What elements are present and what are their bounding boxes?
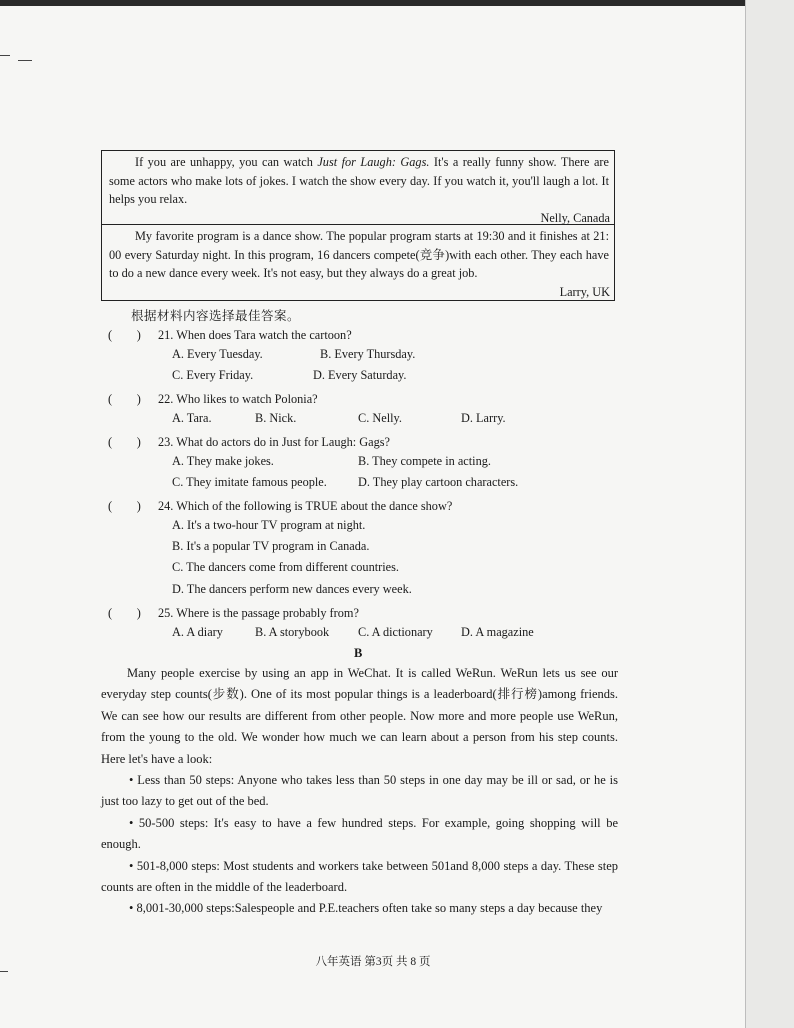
passage-paragraph: Many people exercise by using an app in WeChat. It is called WeRun. WeRun lets us see our everyday step counts(步数). One of its most popular things is a leaderboard(排行榜)among friends. We can see how our results are different from other people. Now more and more people use WeRun, from the young to the old. We wonder how much we can learn about a person from his step counts. Here let's have a look:: [101, 666, 618, 766]
option: D. Every Saturday.: [313, 368, 407, 382]
option: A. A diary: [172, 625, 223, 639]
review-card-larry: [101, 224, 615, 301]
option: B. Every Thursday.: [320, 347, 416, 361]
option: C. Nelly.: [358, 411, 402, 425]
option: B. They compete in acting.: [358, 454, 491, 468]
option: B. It's a popular TV program in Canada.: [172, 539, 370, 553]
question-21: ( ) 21. When does Tara watch the cartoon?: [108, 328, 352, 342]
bullet-item: • Less than 50 steps: Anyone who takes less than 50 steps in one day may be ill or sad, or he is just too lazy to get out of the bed.: [101, 773, 618, 809]
passage-b: [101, 663, 618, 920]
page-footer: 八年英语 第3页 共 8 页: [315, 956, 431, 968]
question-24: ( ) 24. Which of the following is TRUE about the dance show?: [108, 499, 453, 513]
option: A. Every Tuesday.: [172, 347, 263, 361]
bullet-item: • 501-8,000 steps: Most students and workers take between 501and 8,000 steps a day. These step counts are often in the middle of the leaderboard.: [101, 858, 618, 895]
option: C. Every Friday.: [172, 368, 254, 382]
option: C. They imitate famous people.: [172, 475, 327, 489]
review-card-nelly: [101, 150, 615, 225]
question-22: ( ) 22. Who likes to watch Polonia?: [108, 392, 318, 406]
option: D. They play cartoon characters.: [358, 475, 519, 489]
scan-mark: [0, 971, 8, 972]
instruction: 根据材料内容选择最佳答案。: [131, 309, 301, 323]
option: B. Nick.: [255, 411, 297, 425]
scan-mark: [18, 60, 32, 61]
scan-edge-right: [745, 0, 794, 1028]
option: C. A dictionary: [358, 625, 433, 639]
option: D. Larry.: [461, 411, 506, 425]
option: A. It's a two-hour TV program at night.: [172, 518, 366, 532]
option: D. The dancers perform new dances every week.: [172, 582, 412, 596]
option: B. A storybook: [255, 625, 330, 639]
review-text: If you are unhappy, you can watch Just for Laugh: Gags. It's a really funny show. There are some actors who make lots of jokes. I watch the show every day. If you watch it, you'll laugh a lot. It helps you relax.: [109, 155, 609, 207]
scan-edge-top: [0, 0, 794, 6]
review-signature: Larry, UK: [559, 284, 610, 299]
review-signature: Nelly, Canada: [540, 210, 610, 225]
option: D. A magazine: [461, 625, 534, 639]
option: A. They make jokes.: [172, 454, 274, 468]
question-23: ( ) 23. What do actors do in Just for Laugh: Gags?: [108, 435, 391, 449]
bullet-item: • 8,001-30,000 steps:Salespeople and P.E.teachers often take so many steps a day because they: [129, 901, 603, 916]
option: C. The dancers come from different countries.: [172, 560, 399, 574]
scan-mark: [0, 55, 10, 56]
bullet-item: • 50-500 steps: It's easy to have a few hundred steps. For example, going shopping will be enough.: [101, 815, 618, 852]
option: A. Tara.: [172, 411, 212, 425]
section-label: B: [354, 646, 363, 660]
question-25: ( ) 25. Where is the passage probably from?: [108, 606, 359, 620]
review-text: My favorite program is a dance show. The popular program starts at 19:30 and it finishes at 21: 00 every Saturday night. In this program, 16 dancers compete(竞争)with each other. They each have to do a new dance every week. It's not easy, but they always do a great job.: [109, 229, 609, 281]
